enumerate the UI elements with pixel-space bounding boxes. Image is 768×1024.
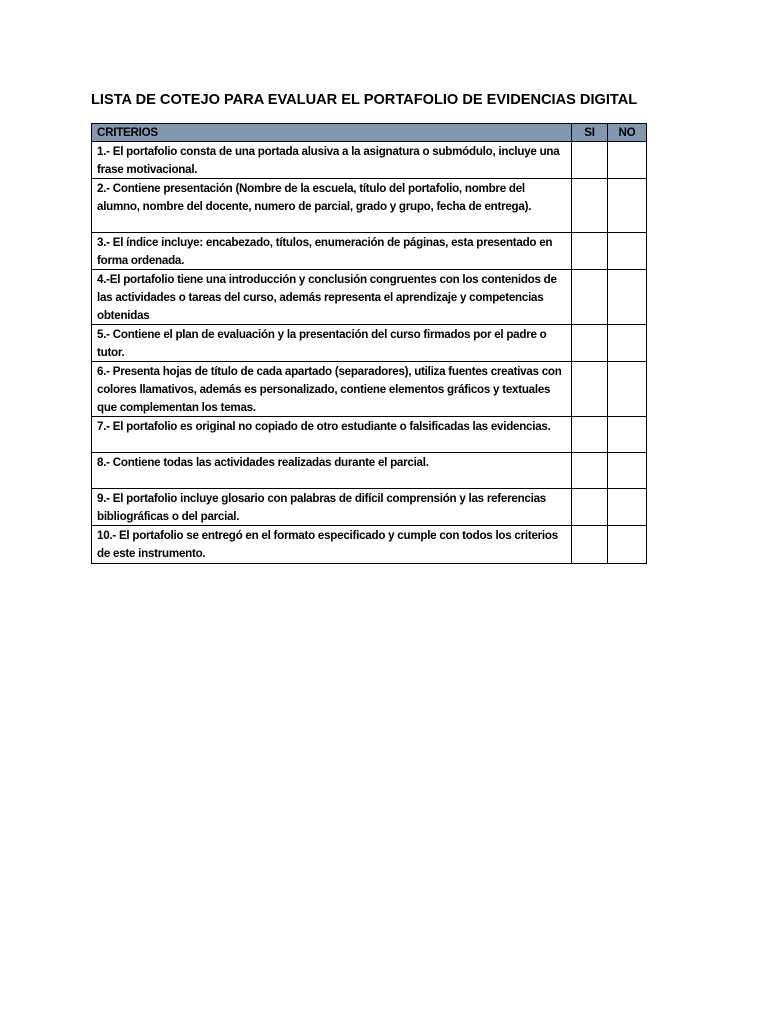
table-row: [92, 179, 647, 233]
si-checkbox-cell[interactable]: [572, 362, 608, 417]
criterion-text: 9.- El portafolio incluye glosario con palabras de difícil comprensión y las referencias bibliográficas o del parcial.: [92, 489, 572, 526]
table-row: [92, 489, 647, 526]
si-checkbox-cell[interactable]: [572, 142, 608, 179]
table-row: [92, 526, 647, 563]
table-row: [92, 453, 647, 489]
si-checkbox-cell[interactable]: [572, 270, 608, 325]
no-checkbox-cell[interactable]: [608, 417, 647, 453]
table-row: [92, 233, 647, 270]
criterion-text: 7.- El portafolio es original no copiado de otro estudiante o falsificadas las evidencias.: [92, 417, 572, 453]
criterion-text: 5.- Contiene el plan de evaluación y la presentación del curso firmados por el padre o tutor.: [92, 325, 572, 362]
checklist-table: [91, 123, 647, 564]
criterion-text: 8.- Contiene todas las actividades realizadas durante el parcial.: [92, 453, 572, 489]
no-checkbox-cell[interactable]: [608, 270, 647, 325]
no-checkbox-cell[interactable]: [608, 179, 647, 233]
si-checkbox-cell[interactable]: [572, 233, 608, 270]
table-row: [92, 270, 647, 325]
no-checkbox-cell[interactable]: [608, 142, 647, 179]
si-checkbox-cell[interactable]: [572, 179, 608, 233]
criterion-text: 2.- Contiene presentación (Nombre de la escuela, título del portafolio, nombre del alumno, nombre del docente, numero de parcial, grado y grupo, fecha de entrega).: [92, 179, 572, 233]
table-header-row: [92, 124, 647, 142]
no-checkbox-cell[interactable]: [608, 233, 647, 270]
si-checkbox-cell[interactable]: [572, 325, 608, 362]
no-checkbox-cell[interactable]: [608, 453, 647, 489]
si-checkbox-cell[interactable]: [572, 489, 608, 526]
table-row: [92, 362, 647, 417]
column-header-no: NO: [608, 124, 647, 142]
criterion-text: 3.- El índice incluye: encabezado, títulos, enumeración de páginas, esta presentado en forma ordenada.: [92, 233, 572, 270]
column-header-criterios: CRITERIOS: [92, 124, 572, 142]
criterion-text: 6.- Presenta hojas de título de cada apartado (separadores), utiliza fuentes creativas con colores llamativos, además es personalizado, contiene elementos gráficos y textuales que complementan los temas.: [92, 362, 572, 417]
si-checkbox-cell[interactable]: [572, 417, 608, 453]
criterion-text: 10.- El portafolio se entregó en el formato especificado y cumple con todos los criterios de este instrumento.: [92, 526, 572, 563]
si-checkbox-cell[interactable]: [572, 526, 608, 563]
no-checkbox-cell[interactable]: [608, 325, 647, 362]
criterion-text: 1.- El portafolio consta de una portada alusiva a la asignatura o submódulo, incluye una frase motivacional.: [92, 142, 572, 179]
page-title: LISTA DE COTEJO PARA EVALUAR EL PORTAFOLIO DE EVIDENCIAS DIGITAL: [91, 92, 638, 108]
no-checkbox-cell[interactable]: [608, 489, 647, 526]
table-row: [92, 417, 647, 453]
si-checkbox-cell[interactable]: [572, 453, 608, 489]
no-checkbox-cell[interactable]: [608, 362, 647, 417]
no-checkbox-cell[interactable]: [608, 526, 647, 563]
table-row: [92, 142, 647, 179]
table-row: [92, 325, 647, 362]
column-header-si: SI: [572, 124, 608, 142]
criterion-text: 4.-El portafolio tiene una introducción y conclusión congruentes con los contenidos de las actividades o tareas del curso, además representa el aprendizaje y competencias obtenidas: [92, 270, 572, 325]
